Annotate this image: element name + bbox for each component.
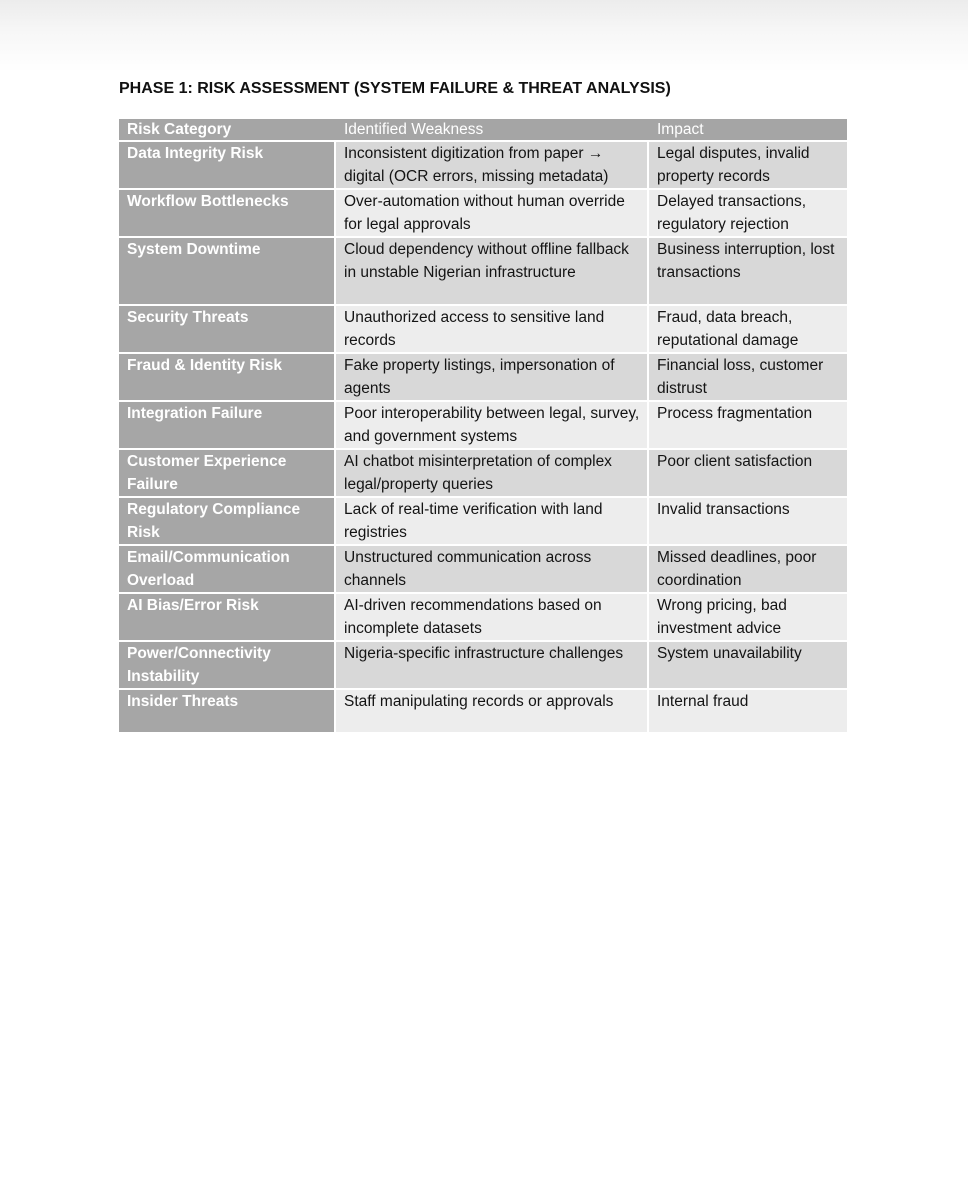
table-row xyxy=(119,306,847,354)
weakness-cell: Fake property listings, impersonation of agents xyxy=(336,354,649,402)
table-row xyxy=(119,594,847,642)
risk-category-cell: Regulatory Compliance Risk xyxy=(119,498,336,546)
impact-cell: Invalid transactions xyxy=(649,498,847,546)
table-header-row xyxy=(119,119,847,142)
table-row xyxy=(119,690,847,734)
risk-category-cell: Integration Failure xyxy=(119,402,336,450)
risk-category-cell: Fraud & Identity Risk xyxy=(119,354,336,402)
table-row xyxy=(119,142,847,190)
risk-category-cell: Data Integrity Risk xyxy=(119,142,336,190)
weakness-cell: AI-driven recommendations based on incomplete datasets xyxy=(336,594,649,642)
weakness-cell: Unstructured communication across channels xyxy=(336,546,649,594)
table-row xyxy=(119,190,847,238)
header-identified-weakness: Identified Weakness xyxy=(336,119,649,142)
impact-cell: Financial loss, customer distrust xyxy=(649,354,847,402)
risk-category-cell: Email/Communication Overload xyxy=(119,546,336,594)
risk-category-cell: Customer Experience Failure xyxy=(119,450,336,498)
table-row xyxy=(119,642,847,690)
weakness-cell: Staff manipulating records or approvals xyxy=(336,690,649,734)
risk-category-cell: System Downtime xyxy=(119,238,336,306)
header-impact: Impact xyxy=(649,119,847,142)
document-title: PHASE 1: RISK ASSESSMENT (SYSTEM FAILURE & THREAT ANALYSIS) xyxy=(119,80,671,97)
impact-cell: Missed deadlines, poor coordination xyxy=(649,546,847,594)
weakness-cell: Inconsistent digitization from paper → digital (OCR errors, missing metadata) xyxy=(336,142,649,190)
risk-category-cell: AI Bias/Error Risk xyxy=(119,594,336,642)
weakness-cell: AI chatbot misinterpretation of complex legal/property queries xyxy=(336,450,649,498)
table-row xyxy=(119,402,847,450)
weakness-cell: Unauthorized access to sensitive land records xyxy=(336,306,649,354)
impact-cell: Internal fraud xyxy=(649,690,847,734)
weakness-cell: Nigeria-specific infrastructure challenges xyxy=(336,642,649,690)
risk-assessment-table xyxy=(119,119,847,734)
table-row xyxy=(119,546,847,594)
weakness-cell: Cloud dependency without offline fallback in unstable Nigerian infrastructure xyxy=(336,238,649,306)
impact-cell: Legal disputes, invalid property records xyxy=(649,142,847,190)
table-row xyxy=(119,238,847,306)
impact-cell: Fraud, data breach, reputational damage xyxy=(649,306,847,354)
impact-cell: System unavailability xyxy=(649,642,847,690)
risk-category-cell: Security Threats xyxy=(119,306,336,354)
table-row xyxy=(119,450,847,498)
risk-category-cell: Workflow Bottlenecks xyxy=(119,190,336,238)
impact-cell: Poor client satisfaction xyxy=(649,450,847,498)
table-row xyxy=(119,498,847,546)
impact-cell: Wrong pricing, bad investment advice xyxy=(649,594,847,642)
weakness-cell: Poor interoperability between legal, survey, and government systems xyxy=(336,402,649,450)
weakness-cell: Over-automation without human override for legal approvals xyxy=(336,190,649,238)
weakness-cell: Lack of real-time verification with land registries xyxy=(336,498,649,546)
impact-cell: Process fragmentation xyxy=(649,402,847,450)
impact-cell: Delayed transactions, regulatory rejection xyxy=(649,190,847,238)
table-row xyxy=(119,354,847,402)
risk-category-cell: Insider Threats xyxy=(119,690,336,734)
impact-cell: Business interruption, lost transactions xyxy=(649,238,847,306)
risk-category-cell: Power/Connectivity Instability xyxy=(119,642,336,690)
header-risk-category: Risk Category xyxy=(119,119,336,142)
